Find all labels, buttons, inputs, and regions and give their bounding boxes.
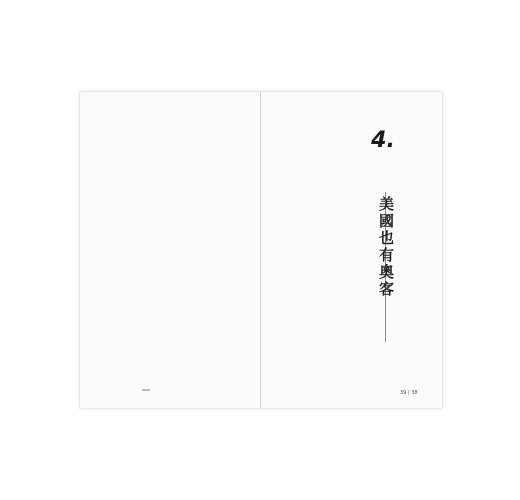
text-column bbox=[345, 114, 353, 384]
text-column bbox=[168, 114, 176, 384]
text-column bbox=[148, 114, 156, 384]
text-column bbox=[118, 114, 126, 384]
text-column bbox=[178, 114, 186, 384]
text-column bbox=[315, 114, 323, 384]
text-column bbox=[355, 114, 363, 384]
text-column bbox=[248, 114, 256, 384]
chapter-title: 美國也有奧客 bbox=[377, 196, 395, 298]
right-page bbox=[261, 92, 442, 408]
text-column bbox=[188, 114, 196, 384]
text-column bbox=[218, 114, 226, 384]
left-page bbox=[80, 92, 261, 408]
text-column bbox=[287, 114, 295, 384]
text-column bbox=[158, 114, 166, 384]
text-column bbox=[98, 114, 106, 384]
text-column bbox=[297, 114, 305, 384]
text-column bbox=[108, 114, 116, 384]
text-column bbox=[208, 114, 216, 384]
text-column bbox=[228, 114, 236, 384]
page-folio: 39 | 38 bbox=[400, 390, 418, 396]
text-column bbox=[198, 114, 206, 384]
text-column bbox=[325, 114, 333, 384]
footer-section-tag bbox=[142, 389, 150, 391]
open-book-spread bbox=[80, 92, 442, 408]
text-column bbox=[365, 114, 373, 384]
chapter-number: 4. bbox=[371, 128, 395, 153]
text-column bbox=[138, 114, 146, 384]
text-column bbox=[335, 114, 343, 384]
text-column bbox=[128, 114, 136, 384]
text-column bbox=[238, 114, 246, 384]
